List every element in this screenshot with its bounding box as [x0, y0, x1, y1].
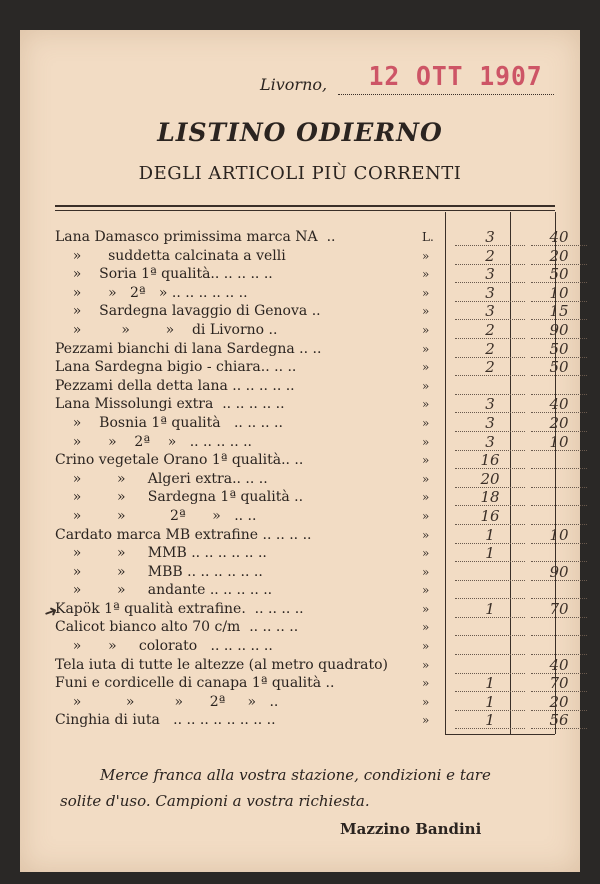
ditto-mark: »: [422, 397, 430, 412]
price-cents: [531, 544, 587, 562]
price-cents: 40: [531, 656, 587, 674]
price-lire: [455, 656, 525, 674]
ditto-mark: »: [422, 601, 430, 616]
price-lire: 1: [455, 544, 525, 562]
ditto-mark: »: [422, 248, 430, 263]
footer-line-1: Merce franca alla vostra stazione, condizioni e tare: [100, 766, 491, 784]
ditto-mark: »: [422, 620, 430, 635]
ditto-mark: »: [422, 378, 430, 393]
list-item: [55, 395, 569, 414]
item-description: » » 2ª » .. .. .. .. ..: [55, 433, 253, 450]
price-cents: 90: [531, 321, 587, 339]
list-item: [55, 283, 569, 303]
item-description: Calicot bianco alto 70 c/m .. .. .. ..: [55, 619, 299, 636]
item-description: » » Sardegna 1ª qualità ..: [55, 489, 304, 506]
ditto-mark: »: [422, 527, 430, 542]
price-lire: 16: [455, 451, 525, 469]
price-lire: 2: [455, 340, 525, 358]
price-cents: 15: [531, 302, 587, 320]
item-description: Lana Damasco primissima marca NA ..: [55, 229, 336, 245]
footer-line-2: solite d'uso. Campioni a vostra richiesta.: [60, 792, 370, 810]
date-stamp: 12 OTT 1907: [368, 62, 543, 92]
ditto-mark: »: [422, 341, 430, 356]
ditto-mark: »: [422, 639, 430, 654]
ditto-mark: »: [422, 713, 430, 728]
ditto-mark: »: [422, 694, 430, 709]
ditto-mark: »: [422, 415, 430, 430]
list-item: [55, 320, 569, 340]
price-cents: 10: [531, 526, 587, 544]
price-cents: 40: [531, 228, 587, 246]
list-item: [55, 265, 569, 284]
item-description: » » MMB .. .. .. .. .. ..: [55, 545, 267, 562]
pencil-mark: ➜: [41, 600, 61, 623]
price-list: [55, 228, 569, 730]
ditto-mark: »: [422, 285, 430, 300]
price-cents: 70: [531, 600, 587, 618]
price-lire: 20: [455, 470, 525, 488]
price-lire: 18: [455, 488, 525, 506]
ditto-mark: »: [422, 434, 430, 449]
list-item: [55, 451, 565, 470]
price-lire: 3: [455, 395, 525, 413]
list-item: [55, 711, 569, 730]
ditto-mark: »: [422, 657, 430, 672]
ditto-mark: »: [422, 453, 430, 468]
list-item: [55, 432, 569, 452]
price-cents: 20: [531, 693, 587, 711]
item-description: » » colorato .. .. .. .. ..: [55, 638, 273, 655]
price-cents: [531, 581, 587, 599]
price-lire: 2: [455, 358, 525, 376]
list-item: [55, 470, 565, 489]
date-line: [338, 94, 554, 95]
list-item: [55, 525, 569, 545]
list-item: [55, 413, 569, 433]
list-item: [55, 246, 569, 266]
price-cents: 70: [531, 674, 587, 692]
ditto-mark: »: [422, 676, 430, 691]
list-item: [55, 358, 569, 377]
list-item: [55, 228, 569, 247]
item-description: » Sardegna lavaggio di Genova ..: [55, 303, 321, 320]
ditto-mark: »: [422, 508, 430, 523]
price-cents: [531, 377, 587, 395]
list-item: [55, 618, 565, 637]
list-item: [55, 674, 569, 693]
price-lire: [455, 377, 525, 395]
price-lire: 2: [455, 247, 525, 265]
item-description: » » andante .. .. .. .. ..: [55, 582, 273, 599]
item-description: » » » di Livorno ..: [55, 321, 278, 338]
price-lire: 2: [455, 321, 525, 339]
price-cents: [531, 451, 587, 469]
page-title: LISTINO ODIERNO: [157, 118, 443, 147]
item-description: » suddetta calcinata a velli: [55, 247, 286, 264]
item-description: » » Algeri extra.. .. ..: [55, 470, 268, 487]
price-cents: 10: [531, 284, 587, 302]
item-description: » » » 2ª » ..: [55, 693, 279, 710]
item-description: Lana Missolungi extra .. .. .. .. ..: [55, 396, 285, 413]
list-item: [55, 562, 569, 582]
item-description: Cardato marca MB extrafine .. .. .. ..: [55, 526, 312, 543]
price-cents: 50: [531, 358, 587, 376]
footer-note: [60, 762, 570, 814]
price-cents: [531, 488, 587, 506]
item-description: Crino vegetale Orano 1ª qualità.. ..: [55, 452, 304, 469]
list-item: [55, 581, 565, 600]
price-cents: 20: [531, 247, 587, 265]
item-description: Funi e cordicelle di canapa 1ª qualità ..: [55, 675, 335, 692]
price-lire: 3: [455, 433, 525, 451]
page-subtitle: DEGLI ARTICOLI PIÙ CORRENTI: [138, 163, 462, 184]
list-item: [55, 488, 565, 507]
item-description: Pezzami della detta lana .. .. .. .. ..: [55, 377, 295, 394]
bottom-rule: [445, 734, 555, 735]
price-cents: [531, 637, 587, 655]
ditto-mark: »: [422, 360, 430, 375]
price-lire: 3: [455, 414, 525, 432]
item-description: Kapök 1ª qualità extrafine. .. .. .. ..: [55, 600, 304, 617]
price-cents: [531, 507, 587, 525]
ditto-mark: L.: [422, 230, 434, 244]
ditto-mark: »: [422, 564, 430, 579]
price-cents: 56: [531, 711, 587, 729]
item-description: » Soria 1ª qualità.. .. .. .. ..: [55, 266, 273, 283]
price-lire: 1: [455, 600, 525, 618]
price-cents: 10: [531, 433, 587, 451]
price-cents: 50: [531, 265, 587, 283]
item-description: » Bosnia 1ª qualità .. .. .. ..: [55, 414, 283, 431]
item-description: Pezzami bianchi di lana Sardegna .. ..: [55, 340, 322, 357]
list-item: [55, 302, 569, 321]
list-item: [55, 655, 569, 675]
price-lire: 1: [455, 693, 525, 711]
list-item: [55, 544, 565, 563]
item-description: » » 2ª » .. .. .. .. .. ..: [55, 284, 248, 301]
list-item: [55, 637, 565, 656]
item-description: » » MBB .. .. .. .. .. ..: [55, 563, 263, 580]
list-item: [55, 692, 569, 712]
item-description: Tela iuta di tutte le altezze (al metro quadrato): [55, 656, 389, 673]
price-lire: [455, 618, 525, 636]
list-item: [55, 339, 569, 359]
price-cents: [531, 618, 587, 636]
top-rule-thin: [55, 210, 555, 211]
price-cents: 90: [531, 563, 587, 581]
list-item: [55, 507, 565, 526]
price-cents: 20: [531, 414, 587, 432]
item-description: Cinghia di iuta .. .. .. .. .. .. .. ..: [55, 712, 276, 729]
list-item: [55, 599, 569, 619]
signature: Mazzino Bandini: [340, 820, 482, 838]
ditto-mark: »: [422, 322, 430, 337]
ditto-mark: »: [422, 304, 430, 319]
price-lire: [455, 637, 525, 655]
price-cents: 50: [531, 340, 587, 358]
price-lire: [455, 581, 525, 599]
place-label: Livorno,: [260, 75, 328, 94]
price-lire: 1: [455, 674, 525, 692]
price-cents: [531, 470, 587, 488]
price-lire: 3: [455, 265, 525, 283]
price-lire: 1: [455, 711, 525, 729]
price-lire: 3: [455, 228, 525, 246]
price-cents: 40: [531, 395, 587, 413]
ditto-mark: »: [422, 267, 430, 282]
list-item: [55, 377, 565, 396]
price-list-card: [20, 30, 580, 872]
price-lire: [455, 563, 525, 581]
ditto-mark: »: [422, 471, 430, 486]
item-description: Lana Sardegna bigio - chiara.. .. ..: [55, 359, 297, 376]
price-lire: 3: [455, 302, 525, 320]
ditto-mark: »: [422, 546, 430, 561]
price-lire: 1: [455, 526, 525, 544]
ditto-mark: »: [422, 583, 430, 598]
item-description: » » 2ª » .. ..: [55, 507, 257, 524]
price-lire: 16: [455, 507, 525, 525]
ditto-mark: »: [422, 490, 430, 505]
top-rule: [55, 205, 555, 207]
price-lire: 3: [455, 284, 525, 302]
